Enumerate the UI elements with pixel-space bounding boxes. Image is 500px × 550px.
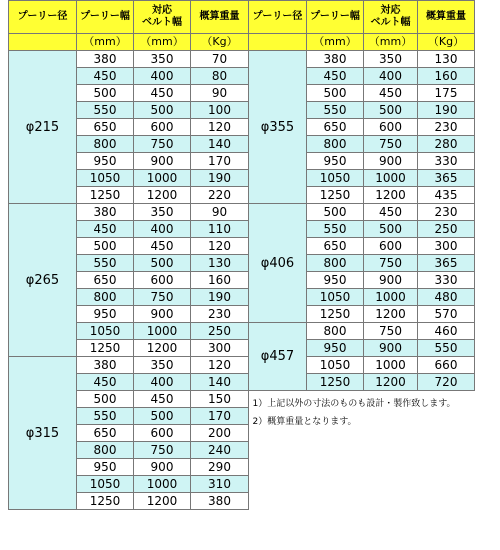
pulley-diameter-cell: φ406: [249, 204, 307, 323]
weight-cell: 550: [418, 340, 475, 357]
pulley-width-cell: 500: [77, 391, 134, 408]
weight-cell: 90: [191, 204, 249, 221]
pulley-width-cell: 950: [307, 272, 364, 289]
belt-width-cell: 1200: [364, 187, 418, 204]
belt-width-cell: 750: [134, 442, 191, 459]
unit-belt-width: （mm）: [364, 34, 418, 51]
belt-width-cell: 1200: [134, 187, 191, 204]
pulley-width-cell: 450: [77, 374, 134, 391]
pulley-width-cell: 650: [307, 119, 364, 136]
note-line: 2）概算重量となります。: [252, 417, 357, 427]
weight-cell: 365: [418, 255, 475, 272]
weight-cell: 380: [191, 493, 249, 510]
weight-cell: 90: [191, 85, 249, 102]
weight-cell: 230: [418, 204, 475, 221]
unit-weight: （Kg）: [191, 34, 249, 51]
pulley-width-cell: 550: [77, 102, 134, 119]
pulley-table-left: [8, 0, 249, 510]
pulley-width-cell: 800: [77, 289, 134, 306]
pulley-table-right-body: [249, 1, 475, 432]
weight-cell: 435: [418, 187, 475, 204]
pulley-width-cell: 650: [307, 238, 364, 255]
belt-width-cell: 600: [134, 272, 191, 289]
belt-width-cell: 750: [364, 323, 418, 340]
weight-cell: 170: [191, 153, 249, 170]
belt-width-cell: 600: [134, 425, 191, 442]
pulley-diameter-cell: φ355: [249, 51, 307, 204]
belt-width-cell: 600: [134, 119, 191, 136]
header-weight: 概算重量: [191, 1, 249, 34]
belt-width-cell: 1000: [134, 323, 191, 340]
belt-width-cell: 900: [364, 340, 418, 357]
weight-cell: 300: [191, 340, 249, 357]
pulley-width-cell: 800: [307, 323, 364, 340]
belt-width-cell: 450: [134, 85, 191, 102]
pulley-width-cell: 380: [77, 204, 134, 221]
weight-cell: 200: [191, 425, 249, 442]
pulley-width-cell: 950: [77, 153, 134, 170]
belt-width-cell: 1200: [134, 340, 191, 357]
unit-belt-width: （mm）: [134, 34, 191, 51]
pulley-width-cell: 380: [77, 357, 134, 374]
pulley-width-cell: 800: [307, 136, 364, 153]
pulley-width-cell: 550: [307, 221, 364, 238]
note-line: 1）上記以外の寸法のものも設計・製作致します。: [252, 399, 456, 409]
belt-width-cell: 350: [134, 51, 191, 68]
header-belt-width-line1: 対応: [152, 5, 172, 16]
pulley-width-cell: 650: [77, 272, 134, 289]
weight-cell: 300: [418, 238, 475, 255]
unit-width: （mm）: [77, 34, 134, 51]
pulley-width-cell: 1050: [77, 323, 134, 340]
belt-width-cell: 450: [364, 85, 418, 102]
pulley-width-cell: 650: [77, 119, 134, 136]
belt-width-cell: 900: [134, 153, 191, 170]
unit-weight: （Kg）: [418, 34, 475, 51]
belt-width-cell: 450: [134, 391, 191, 408]
pulley-width-cell: 1250: [77, 340, 134, 357]
weight-cell: 175: [418, 85, 475, 102]
belt-width-cell: 500: [134, 408, 191, 425]
pulley-width-cell: 380: [307, 51, 364, 68]
belt-width-cell: 1200: [364, 374, 418, 391]
header-belt-width: [134, 1, 191, 34]
pulley-width-cell: 550: [307, 102, 364, 119]
table-row: [249, 323, 475, 340]
belt-width-cell: 1000: [364, 357, 418, 374]
weight-cell: 365: [418, 170, 475, 187]
belt-width-cell: 400: [134, 374, 191, 391]
belt-width-cell: 1200: [364, 306, 418, 323]
weight-cell: 140: [191, 374, 249, 391]
pulley-width-cell: 1050: [77, 170, 134, 187]
pulley-width-cell: 450: [307, 68, 364, 85]
weight-cell: 190: [418, 102, 475, 119]
units-row: [249, 34, 475, 51]
weight-cell: 140: [191, 136, 249, 153]
belt-width-cell: 750: [364, 136, 418, 153]
belt-width-cell: 600: [364, 119, 418, 136]
pulley-width-cell: 1250: [77, 493, 134, 510]
weight-cell: 660: [418, 357, 475, 374]
weight-cell: 230: [418, 119, 475, 136]
weight-cell: 120: [191, 357, 249, 374]
weight-cell: 230: [191, 306, 249, 323]
pulley-width-cell: 500: [77, 85, 134, 102]
pulley-width-cell: 450: [77, 68, 134, 85]
belt-width-cell: 1000: [134, 170, 191, 187]
weight-cell: 190: [191, 170, 249, 187]
notes: [249, 391, 475, 432]
weight-cell: 120: [191, 119, 249, 136]
pulley-width-cell: 450: [77, 221, 134, 238]
header-belt-width-line1: 対応: [380, 5, 401, 16]
pulley-width-cell: 1250: [307, 374, 364, 391]
pulley-width-cell: 1250: [307, 187, 364, 204]
pulley-width-cell: 500: [307, 204, 364, 221]
header-pulley-diameter: プーリー径: [249, 1, 307, 34]
pulley-width-cell: 500: [77, 238, 134, 255]
weight-cell: 330: [418, 272, 475, 289]
header-diameter-spacer: [249, 34, 307, 51]
unit-width: （mm）: [307, 34, 364, 51]
table-row: [9, 204, 249, 221]
pulley-width-cell: 500: [307, 85, 364, 102]
belt-width-cell: 450: [364, 204, 418, 221]
pulley-diameter-cell: φ215: [9, 51, 77, 204]
belt-width-cell: 900: [134, 459, 191, 476]
pulley-diameter-cell: φ265: [9, 204, 77, 357]
pulley-width-cell: 380: [77, 51, 134, 68]
table-row: [9, 51, 249, 68]
weight-cell: 130: [418, 51, 475, 68]
header-belt-width-line2: ベルト幅: [370, 17, 411, 28]
belt-width-cell: 400: [134, 221, 191, 238]
pulley-width-cell: 800: [77, 442, 134, 459]
header-row: [249, 1, 475, 34]
weight-cell: 250: [191, 323, 249, 340]
belt-width-cell: 750: [134, 289, 191, 306]
header-weight: 概算重量: [418, 1, 475, 34]
pulley-diameter-cell: φ315: [9, 357, 77, 510]
weight-cell: 150: [191, 391, 249, 408]
pulley-width-cell: 800: [307, 255, 364, 272]
weight-cell: 720: [418, 374, 475, 391]
pulley-width-cell: 1050: [307, 357, 364, 374]
weight-cell: 570: [418, 306, 475, 323]
weight-cell: 460: [418, 323, 475, 340]
pulley-table-right: [248, 0, 475, 431]
belt-width-cell: 500: [364, 221, 418, 238]
belt-width-cell: 350: [134, 357, 191, 374]
weight-cell: 160: [191, 272, 249, 289]
pulley-width-cell: 1050: [77, 476, 134, 493]
belt-width-cell: 400: [364, 68, 418, 85]
pulley-width-cell: 1050: [307, 170, 364, 187]
table-row: [9, 357, 249, 374]
belt-width-cell: 1000: [134, 476, 191, 493]
pulley-table-left-body: [9, 1, 249, 510]
pulley-width-cell: 800: [77, 136, 134, 153]
weight-cell: 250: [418, 221, 475, 238]
pulley-diameter-cell: φ457: [249, 323, 307, 391]
belt-width-cell: 1200: [134, 493, 191, 510]
belt-width-cell: 900: [364, 272, 418, 289]
header-belt-width-line2: ベルト幅: [142, 17, 182, 28]
header-belt-width: [364, 1, 418, 34]
weight-cell: 170: [191, 408, 249, 425]
pulley-width-cell: 1050: [307, 289, 364, 306]
belt-width-cell: 1000: [364, 170, 418, 187]
header-row: [9, 1, 249, 34]
belt-width-cell: 400: [134, 68, 191, 85]
belt-width-cell: 600: [364, 238, 418, 255]
weight-cell: 220: [191, 187, 249, 204]
weight-cell: 100: [191, 102, 249, 119]
weight-cell: 480: [418, 289, 475, 306]
belt-width-cell: 500: [364, 102, 418, 119]
belt-width-cell: 350: [364, 51, 418, 68]
belt-width-cell: 900: [364, 153, 418, 170]
header-pulley-width: プーリー幅: [307, 1, 364, 34]
belt-width-cell: 1000: [364, 289, 418, 306]
belt-width-cell: 500: [134, 255, 191, 272]
table-row: [249, 204, 475, 221]
belt-width-cell: 750: [134, 136, 191, 153]
weight-cell: 330: [418, 153, 475, 170]
pulley-width-cell: 950: [77, 459, 134, 476]
header-diameter-spacer: [9, 34, 77, 51]
pulley-width-cell: 950: [307, 340, 364, 357]
weight-cell: 160: [418, 68, 475, 85]
table-row: [249, 51, 475, 68]
pulley-width-cell: 650: [77, 425, 134, 442]
weight-cell: 290: [191, 459, 249, 476]
header-pulley-diameter: プーリー径: [9, 1, 77, 34]
weight-cell: 110: [191, 221, 249, 238]
pulley-width-cell: 1250: [307, 306, 364, 323]
belt-width-cell: 350: [134, 204, 191, 221]
pulley-width-cell: 950: [307, 153, 364, 170]
weight-cell: 310: [191, 476, 249, 493]
pulley-width-cell: 1250: [77, 187, 134, 204]
belt-width-cell: 750: [364, 255, 418, 272]
belt-width-cell: 450: [134, 238, 191, 255]
weight-cell: 120: [191, 238, 249, 255]
weight-cell: 80: [191, 68, 249, 85]
weight-cell: 240: [191, 442, 249, 459]
header-pulley-width: プーリー幅: [77, 1, 134, 34]
weight-cell: 280: [418, 136, 475, 153]
belt-width-cell: 500: [134, 102, 191, 119]
notes-row: [249, 391, 475, 432]
pulley-width-cell: 950: [77, 306, 134, 323]
units-row: [9, 34, 249, 51]
weight-cell: 70: [191, 51, 249, 68]
pulley-width-cell: 550: [77, 408, 134, 425]
weight-cell: 130: [191, 255, 249, 272]
weight-cell: 190: [191, 289, 249, 306]
belt-width-cell: 900: [134, 306, 191, 323]
pulley-width-cell: 550: [77, 255, 134, 272]
